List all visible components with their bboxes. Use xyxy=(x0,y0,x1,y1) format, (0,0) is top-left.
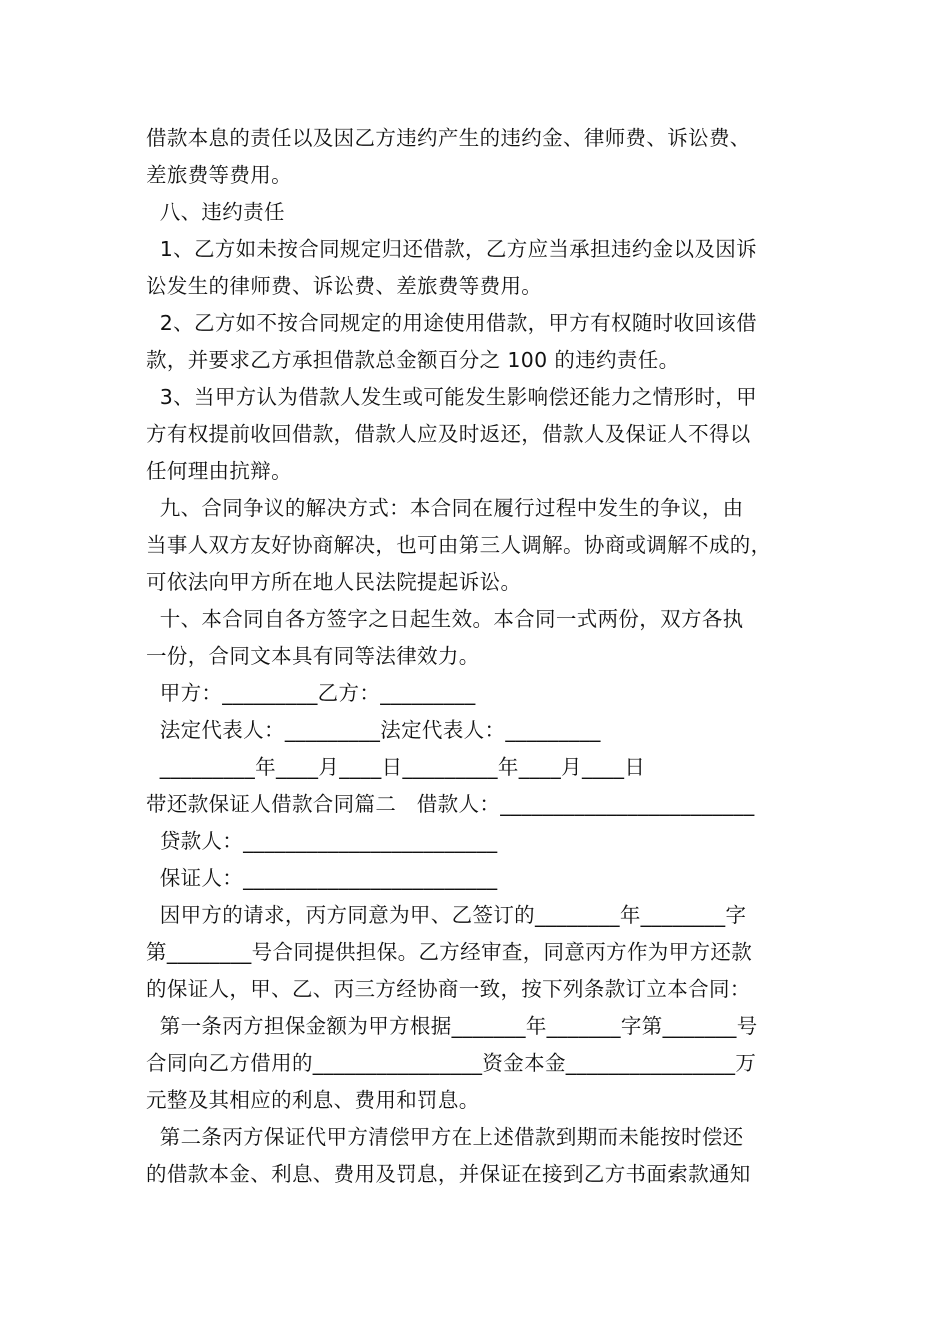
signature-line: 法定代表人：_________法定代表人：_________ xyxy=(146,718,601,742)
text-line: 方有权提前收回借款，借款人应及时返还，借款人及保证人不得以 xyxy=(146,422,751,446)
document-body xyxy=(146,120,814,1193)
section-heading: 八、违约责任 xyxy=(146,200,285,224)
signature-line: 甲方：_________乙方：_________ xyxy=(146,681,476,705)
party-line: 贷款人：________________________ xyxy=(146,829,498,853)
text-line: 2、乙方如不按合同规定的用途使用借款，甲方有权随时收回该借 xyxy=(146,311,757,335)
text-line: 差旅费等费用。 xyxy=(146,163,292,187)
text-line: 因甲方的请求，丙方同意为甲、乙签订的________年________字 xyxy=(146,903,747,927)
section-title: 带还款保证人借款合同篇二 借款人：________________________ xyxy=(146,792,755,816)
text-line: 合同向乙方借用的________________资金本金________________万 xyxy=(146,1051,757,1075)
text-line: 可依法向甲方所在地人民法院提起诉讼。 xyxy=(146,570,522,594)
text-line: 第一条丙方担保金额为甲方根据_______年_______字第_______号 xyxy=(146,1014,758,1038)
text-line: 款，并要求乙方承担借款总金额百分之 100 的违约责任。 xyxy=(146,348,680,372)
text-line: 十、本合同自各方签字之日起生效。本合同一式两份，双方各执 xyxy=(146,607,744,631)
text-line: 借款本息的责任以及因乙方违约产生的违约金、律师费、诉讼费、 xyxy=(146,126,751,150)
text-line: 讼发生的律师费、诉讼费、差旅费等费用。 xyxy=(146,274,543,298)
text-line: 3、当甲方认为借款人发生或可能发生影响偿还能力之情形时，甲 xyxy=(146,385,757,409)
text-line: 的借款本金、利息、费用及罚息，并保证在接到乙方书面索款通知 xyxy=(146,1162,751,1186)
text-line: 任何理由抗辩。 xyxy=(146,459,292,483)
text-line: 第________号合同提供担保。乙方经审查，同意丙方作为甲方还款 xyxy=(146,940,753,964)
text-line: 一份，合同文本具有同等法律效力。 xyxy=(146,644,480,668)
text-line: 的保证人，甲、乙、丙三方经协商一致，按下列条款订立本合同： xyxy=(146,977,751,1001)
party-line: 保证人：________________________ xyxy=(146,866,498,890)
text-line: 第二条丙方保证代甲方清偿甲方在上述借款到期而未能按时偿还 xyxy=(146,1125,744,1149)
date-line: _________年____月____日_________年____月____日 xyxy=(146,755,646,779)
text-line: 元整及其相应的利息、费用和罚息。 xyxy=(146,1088,480,1112)
text-line: 当事人双方友好协商解决，也可由第三人调解。协商或调解不成的， xyxy=(146,533,772,557)
text-line: 九、合同争议的解决方式：本合同在履行过程中发生的争议，由 xyxy=(146,496,744,520)
text-line: 1、乙方如未按合同规定归还借款，乙方应当承担违约金以及因诉 xyxy=(146,237,757,261)
